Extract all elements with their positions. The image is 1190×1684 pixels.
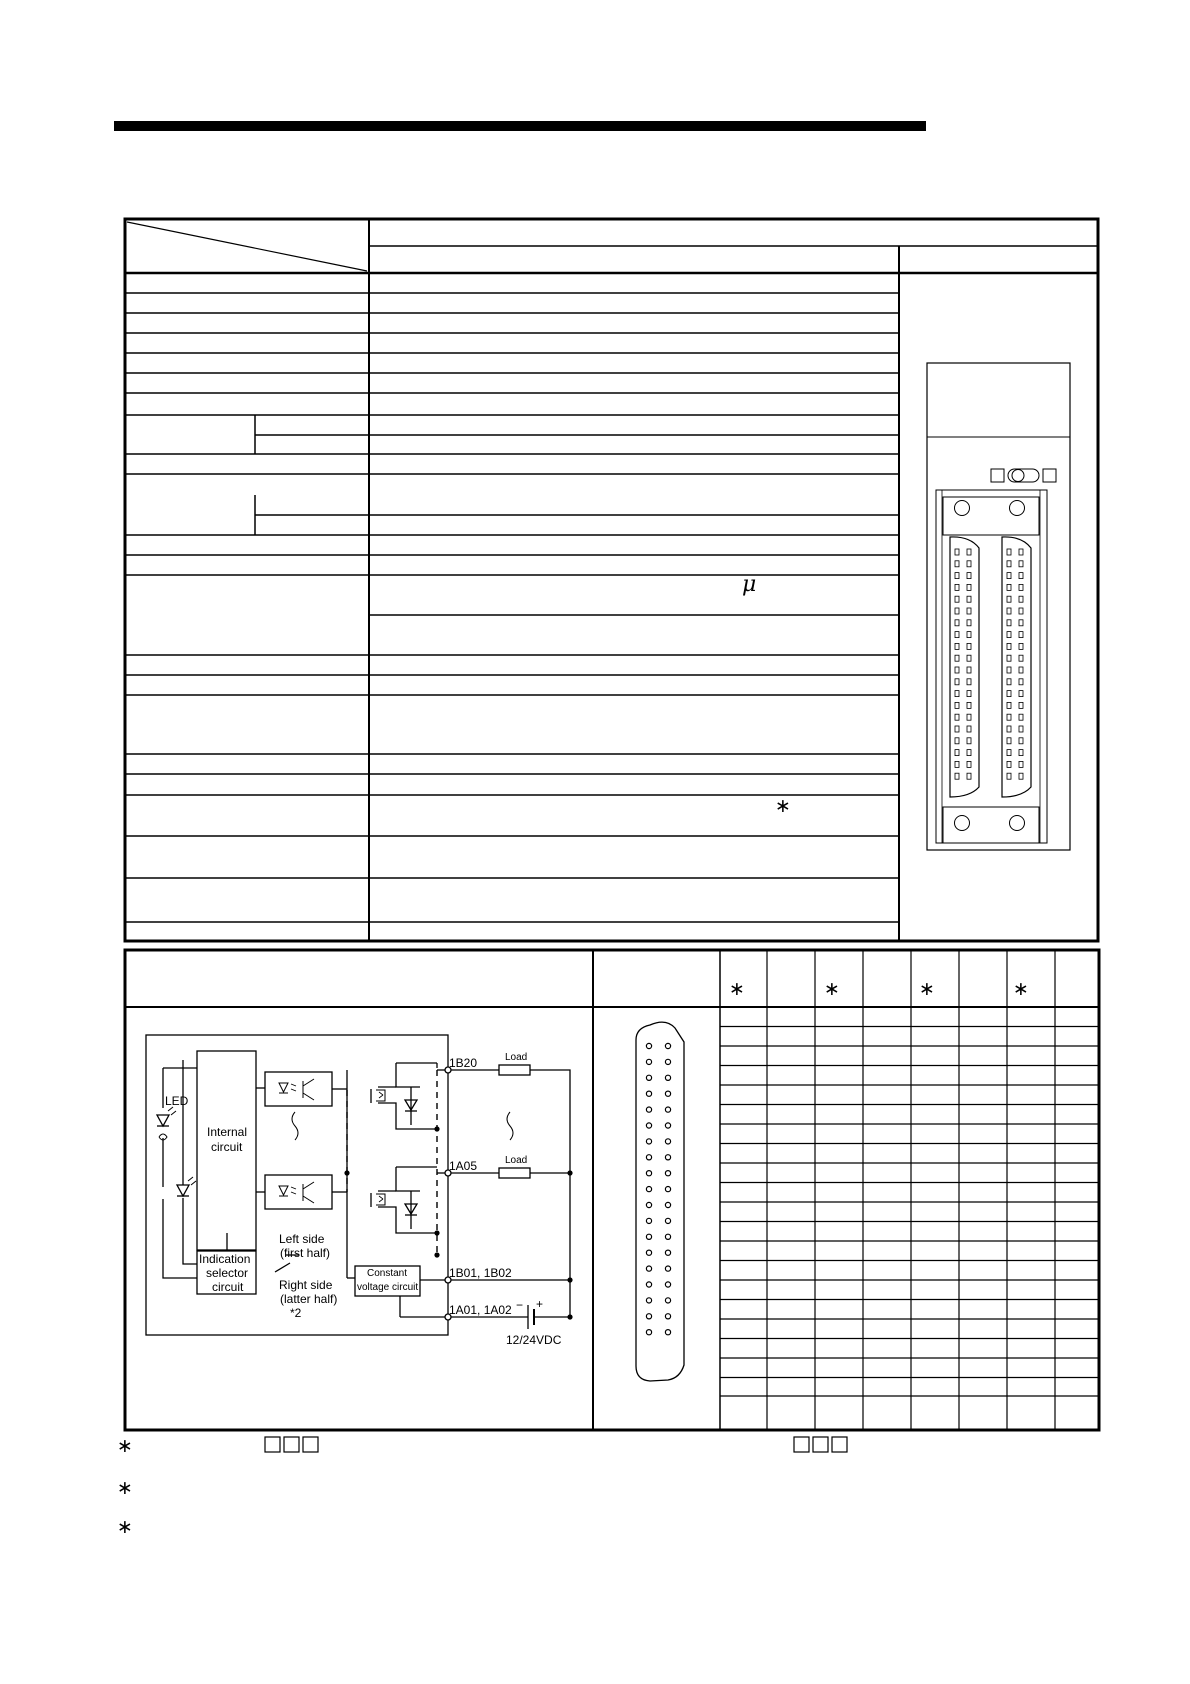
dsub-pin <box>665 1139 670 1144</box>
module-pin <box>1007 561 1011 567</box>
module-pin <box>1019 761 1023 767</box>
dsub-pin <box>646 1155 651 1160</box>
module-pin <box>1019 726 1023 732</box>
plus-label: + <box>536 1297 544 1311</box>
module-pin <box>955 584 959 590</box>
dsub-pin <box>665 1155 670 1160</box>
dsub-connector <box>636 1022 684 1381</box>
footnote-boxes <box>265 1437 847 1452</box>
dsub-pin <box>646 1282 651 1287</box>
module-illustration <box>927 363 1070 850</box>
module-pin <box>1019 773 1023 779</box>
module-pin <box>967 667 971 673</box>
module-pin <box>1007 643 1011 649</box>
dsub-pin <box>646 1314 651 1319</box>
module-pin <box>1007 702 1011 708</box>
pin-header-asterisk-3: ∗ <box>919 978 935 1000</box>
dsub-pin <box>646 1330 651 1335</box>
supply-label: 12/24VDC <box>506 1333 562 1347</box>
module-pin <box>955 726 959 732</box>
spec-table <box>125 219 1098 941</box>
load-label-2: Load <box>505 1155 528 1166</box>
module-pin <box>955 702 959 708</box>
dsub-pin <box>646 1202 651 1207</box>
pin-header-asterisk-4: ∗ <box>1013 978 1029 1000</box>
dsub-pin <box>646 1250 651 1255</box>
dsub-pin <box>665 1187 670 1192</box>
mu-symbol: μ <box>742 572 757 597</box>
module-pin <box>967 608 971 614</box>
dsub-pin <box>665 1123 670 1128</box>
dsub-pin <box>665 1107 670 1112</box>
module-pin <box>1019 608 1023 614</box>
latter-half-label: (latter half) <box>280 1292 338 1306</box>
module-pin <box>967 596 971 602</box>
module-pin <box>955 750 959 756</box>
pin-grid <box>720 950 1099 1430</box>
dsub-pin <box>646 1234 651 1239</box>
dsub-pin <box>646 1123 651 1128</box>
dsub-pin <box>646 1075 651 1080</box>
module-pin <box>1007 620 1011 626</box>
dsub-pin <box>646 1266 651 1271</box>
module-pins <box>955 549 1023 779</box>
footnote-asterisk-2: ∗ <box>117 1477 133 1499</box>
right-side-label: Right side <box>279 1278 333 1292</box>
spec-row-lines <box>125 293 899 922</box>
module-pin <box>1007 773 1011 779</box>
selector-circuit-label: circuit <box>212 1280 244 1294</box>
terminal-1a05: 1A05 <box>449 1159 478 1173</box>
module-pin <box>1019 702 1023 708</box>
module-pin <box>967 573 971 579</box>
dsub-pin <box>646 1171 651 1176</box>
module-pin <box>1007 549 1011 555</box>
first-half-label: (first half) <box>280 1246 331 1260</box>
module-pin <box>967 620 971 626</box>
module-pin <box>967 632 971 638</box>
module-pin <box>1019 643 1023 649</box>
dsub-pin <box>646 1043 651 1048</box>
pin-header-asterisk-1: ∗ <box>729 978 745 1000</box>
module-pin <box>1007 726 1011 732</box>
module-pin <box>1007 679 1011 685</box>
module-pin <box>967 726 971 732</box>
voltage-circuit-label: voltage circuit <box>357 1282 419 1293</box>
led-label: LED <box>165 1094 189 1108</box>
module-pin <box>967 643 971 649</box>
dsub-pin <box>646 1187 651 1192</box>
dsub-pin <box>646 1059 651 1064</box>
module-pin <box>967 584 971 590</box>
module-pin <box>967 761 971 767</box>
module-pin <box>955 596 959 602</box>
dsub-pin <box>665 1330 670 1335</box>
module-pin <box>955 691 959 697</box>
footnote-asterisk-3: ∗ <box>117 1516 133 1538</box>
module-pin <box>955 738 959 744</box>
module-pin <box>1019 714 1023 720</box>
dsub-pin <box>646 1091 651 1096</box>
module-pin <box>955 679 959 685</box>
module-pin <box>1019 691 1023 697</box>
dsub-pin <box>665 1075 670 1080</box>
module-pin <box>955 773 959 779</box>
module-pin <box>1007 738 1011 744</box>
module-pin <box>967 702 971 708</box>
module-pin <box>1007 608 1011 614</box>
dsub-pin <box>665 1266 670 1271</box>
module-pin <box>1007 691 1011 697</box>
internal-circuit-label-2: circuit <box>211 1140 243 1154</box>
module-pin <box>967 773 971 779</box>
module-pin <box>1019 561 1023 567</box>
left-side-label: Left side <box>279 1232 325 1246</box>
module-pin <box>1019 549 1023 555</box>
dsub-pin <box>665 1171 670 1176</box>
indication-label: Indication <box>199 1252 251 1266</box>
dsub-pin <box>646 1298 651 1303</box>
module-pin <box>955 667 959 673</box>
module-pin <box>955 632 959 638</box>
module-pin <box>1019 584 1023 590</box>
module-pin <box>1019 573 1023 579</box>
dsub-pins <box>646 1043 670 1334</box>
module-pin <box>1007 632 1011 638</box>
module-pin <box>967 750 971 756</box>
module-pin <box>955 655 959 661</box>
module-pin <box>955 761 959 767</box>
constant-label: Constant <box>367 1268 408 1279</box>
minus-label: − <box>516 1298 524 1312</box>
module-pin <box>967 561 971 567</box>
dsub-pin <box>665 1282 670 1287</box>
pin-header-asterisk-2: ∗ <box>824 978 840 1000</box>
dsub-pin <box>646 1107 651 1112</box>
module-pin <box>955 561 959 567</box>
module-pin <box>955 573 959 579</box>
module-pin <box>955 620 959 626</box>
load-label-1: Load <box>505 1052 528 1063</box>
module-pin <box>955 643 959 649</box>
module-pin <box>967 738 971 744</box>
module-pin <box>1007 750 1011 756</box>
dsub-pin <box>665 1059 670 1064</box>
module-pin <box>1019 667 1023 673</box>
module-pin <box>1019 655 1023 661</box>
module-pin <box>967 679 971 685</box>
dsub-pin <box>646 1139 651 1144</box>
module-pin <box>955 714 959 720</box>
module-pin <box>1007 667 1011 673</box>
dsub-pin <box>665 1091 670 1096</box>
module-pin <box>1007 655 1011 661</box>
terminal-1b20: 1B20 <box>449 1056 478 1070</box>
module-pin <box>1019 738 1023 744</box>
module-pin <box>1019 750 1023 756</box>
terminal-1b01: 1B01, 1B02 <box>449 1266 512 1280</box>
dsub-pin <box>646 1218 651 1223</box>
dsub-pin <box>665 1298 670 1303</box>
pin-table <box>125 950 1099 1430</box>
module-pin <box>1007 714 1011 720</box>
module-pin <box>1019 632 1023 638</box>
module-pin <box>967 691 971 697</box>
module-pin <box>1019 596 1023 602</box>
dsub-pin <box>665 1314 670 1319</box>
module-pin <box>1007 584 1011 590</box>
module-pin <box>967 655 971 661</box>
note-2-label: *2 <box>290 1306 302 1320</box>
module-pin <box>1007 596 1011 602</box>
footnote-asterisk-1: ∗ <box>117 1435 133 1457</box>
module-pin <box>1019 679 1023 685</box>
module-pin <box>1019 620 1023 626</box>
dsub-pin <box>665 1250 670 1255</box>
module-pin <box>955 608 959 614</box>
module-pin <box>1007 761 1011 767</box>
dsub-pin <box>665 1202 670 1207</box>
module-pin <box>967 549 971 555</box>
terminal-1a01: 1A01, 1A02 <box>449 1303 512 1317</box>
selector-label: selector <box>206 1266 249 1280</box>
module-pin <box>967 714 971 720</box>
module-pin <box>955 549 959 555</box>
dsub-pin <box>665 1234 670 1239</box>
internal-circuit-label: Internal <box>207 1125 248 1139</box>
spec-asterisk: ∗ <box>775 795 791 817</box>
dsub-pin <box>665 1043 670 1048</box>
dsub-pin <box>665 1218 670 1223</box>
module-pin <box>1007 573 1011 579</box>
